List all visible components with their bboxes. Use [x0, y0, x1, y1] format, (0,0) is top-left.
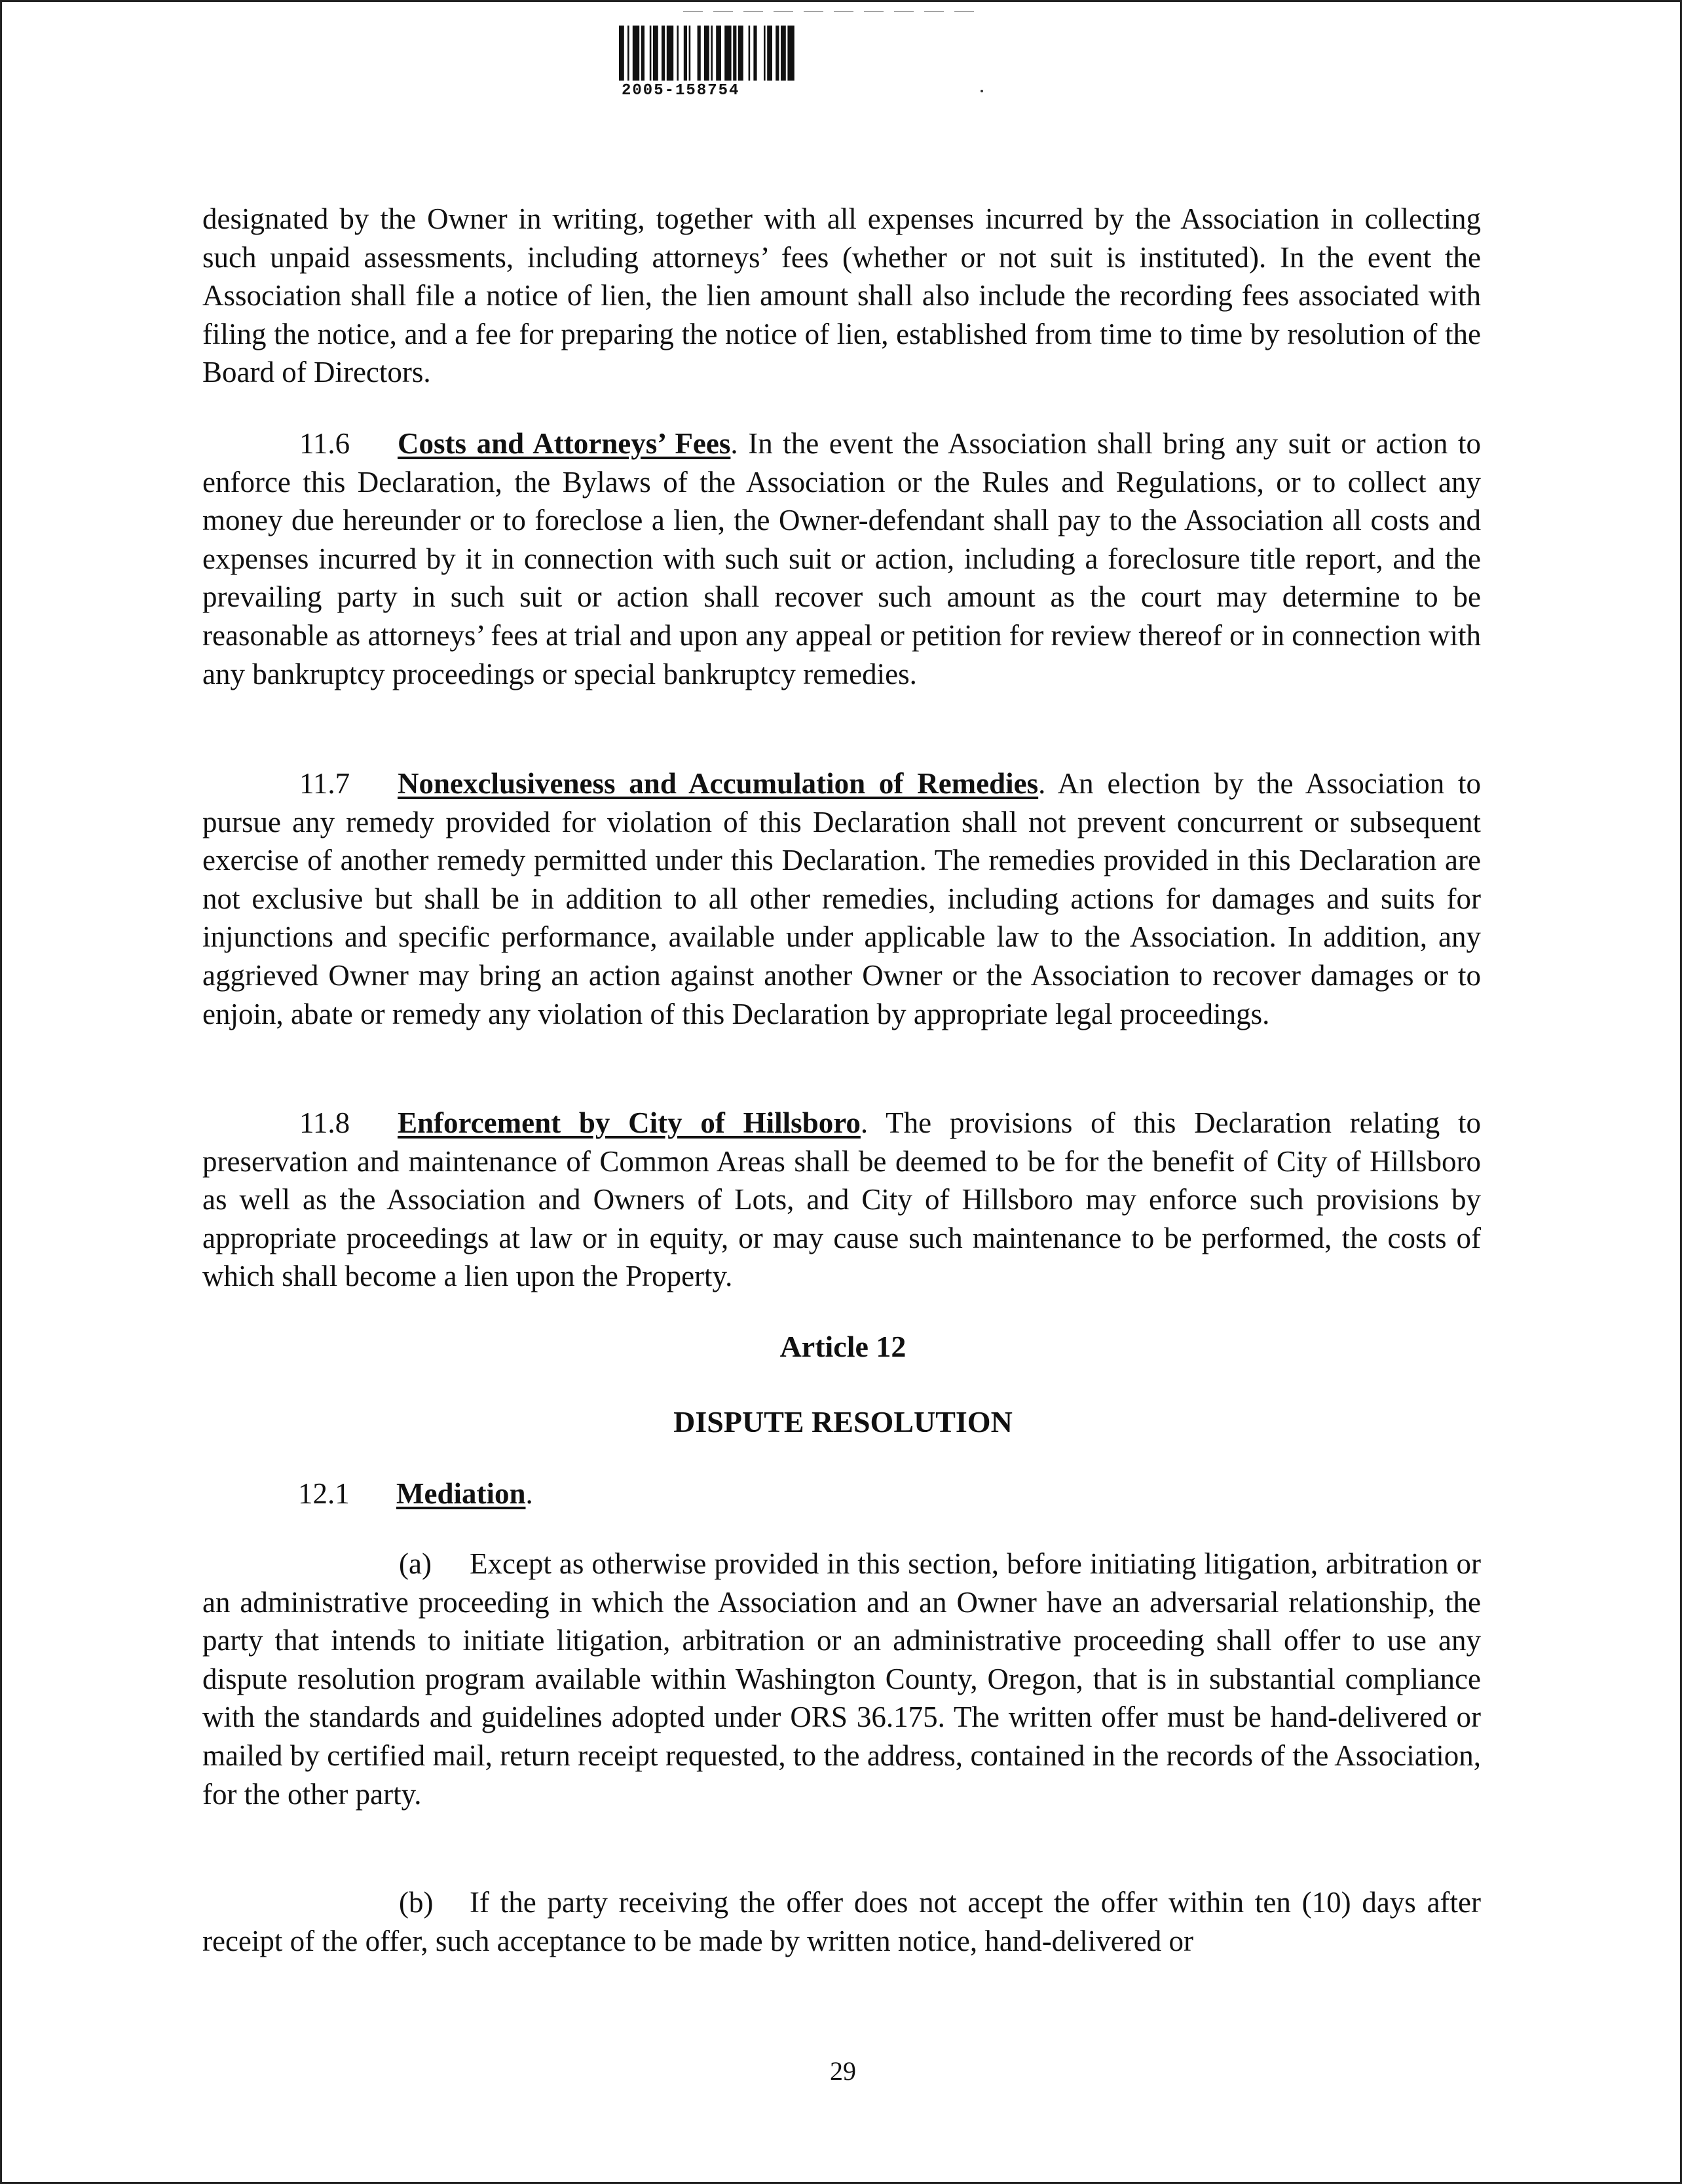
barcode-bar — [767, 26, 772, 81]
barcode-bar — [749, 26, 751, 81]
section-title: Nonexclusiveness and Accumulation of Remedies — [398, 767, 1039, 800]
barcode-bar — [753, 26, 757, 81]
subsection-body: Except as otherwise provided in this section, before initiating litigation, arbitration or an administrative proceeding in which the Association and an Owner have an adversarial relationship, the party that intends to initiate litigation, arbitration or an administrative proceeding shall offer to use any dispute resolution program available within Washington County, Oregon, that is in substantial compliance with the standards and guidelines adopted under ORS 36.175. The written offer must be hand-delivered or mailed by certified mail, return receipt requested, to the address, contained in the records of the Association, for the other party. — [202, 1547, 1481, 1811]
paragraph-continuation — [202, 200, 1481, 392]
barcode-bar — [781, 26, 786, 81]
barcode-bar — [704, 26, 709, 81]
barcode-bar — [724, 26, 731, 81]
article-title: DISPUTE RESOLUTION — [673, 1405, 1013, 1439]
barcode-bar — [662, 26, 665, 81]
section-body: . In the event the Association shall bring any suit or action to enforce this Declaration, the Bylaws of the Association or the Rules and Regulations, or to collect any money due hereunder or to foreclose a lien, the Owner-defendant shall pay to the Association all costs and expenses incurred by it in connection with such suit or action, including a foreclosure title report, and the prevailing party in such suit or action shall recover such amount as the court may determine to be reasonable as attorneys’ fees at trial and upon any appeal or petition for review thereof or in connection with any bankruptcy proceedings or special bankruptcy remedies. — [202, 427, 1481, 690]
article-label: Article 12 — [779, 1330, 906, 1363]
barcode-bar — [776, 26, 779, 81]
section-11-6 — [202, 424, 1481, 693]
barcode-bar — [698, 26, 701, 81]
subsection-body: If the party receiving the offer does not accept the offer within ten (10) days after receipt of the offer, such acceptance to be made by written notice, hand-delivered or — [202, 1886, 1481, 1957]
barcode-bar — [667, 26, 673, 81]
section-title-period: . — [525, 1477, 533, 1510]
section-11-6-paragraph — [202, 424, 1481, 693]
barcode-bar — [689, 26, 691, 81]
section-title: Enforcement by City of Hillsboro — [398, 1106, 861, 1139]
barcode-bar — [641, 26, 645, 81]
barcode-bar — [653, 26, 658, 81]
barcode-bar — [677, 26, 679, 81]
barcode-bar — [650, 26, 652, 81]
section-11-8 — [202, 1104, 1481, 1296]
subsection-b — [202, 1883, 1481, 1960]
barcode-bar — [711, 26, 713, 81]
scan-artifact-line — [683, 11, 984, 12]
barcode-number: 2005-158754 — [622, 82, 740, 100]
paragraph-text: designated by the Owner in writing, together with all expenses incurred by the Association in collecting such unpaid assessments, including attorneys’ fees (whether or not suit is instituted). In the event the Association shall file a notice of lien, the lien amount shall also include the recording fees associated with filing the notice, and a fee for preparing the notice of lien, established from time to time by resolution of the Board of Directors. — [202, 202, 1481, 389]
section-11-7-paragraph — [202, 764, 1481, 1033]
subsection-label: (b) — [399, 1886, 434, 1919]
barcode-bar — [787, 26, 794, 81]
section-12-1-heading — [202, 1475, 1481, 1513]
section-number: 12.1 — [298, 1477, 350, 1510]
section-body: . The provisions of this Declaration relating to preservation and maintenance of Common Areas shall be deemed to be for the benefit of City of Hillsboro as well as the Association and Owners of Lots, and City of Hillsboro may enforce such provisions by appropriate proceedings at law or in equity, or may cause such maintenance to be performed, the costs of which shall become a lien upon the Property. — [202, 1106, 1481, 1293]
barcode-bar — [764, 26, 766, 81]
barcode-bar — [733, 26, 736, 81]
barcode-bar — [633, 26, 639, 81]
section-number: 11.7 — [299, 767, 350, 800]
barcode-bar — [684, 26, 687, 81]
section-11-8-paragraph — [202, 1104, 1481, 1296]
barcode-bar — [716, 26, 721, 81]
section-title: Mediation — [396, 1477, 526, 1510]
barcode-bar — [627, 26, 629, 81]
barcode-bar — [738, 26, 743, 81]
section-title: Costs and Attorneys’ Fees — [398, 427, 731, 460]
subsection-label: (a) — [399, 1547, 432, 1580]
recording-barcode — [618, 26, 919, 98]
section-11-7 — [202, 764, 1481, 1033]
subsection-a — [202, 1545, 1481, 1813]
barcode-bar — [619, 26, 624, 81]
section-number: 11.8 — [299, 1106, 350, 1139]
section-body: . An election by the Association to pursue any remedy provided for violation of this Declaration shall not prevent concurrent or subsequent exercise of another remedy permitted under this Declaration. The remedies provided in this Declaration are not exclusive but shall be in addition to all other remedies, including actions for damages and suits for injunctions and specific performance, available under applicable law to the Association. In addition, any aggrieved Owner may bring an action against another Owner or the Association to recover damages or to enjoin, abate or remedy any violation of this Declaration by appropriate legal proceedings. — [202, 767, 1481, 1030]
barcode-image — [618, 26, 912, 81]
section-number: 11.6 — [299, 427, 350, 460]
scan-speck — [981, 90, 983, 92]
page-number: 29 — [830, 2056, 856, 2086]
